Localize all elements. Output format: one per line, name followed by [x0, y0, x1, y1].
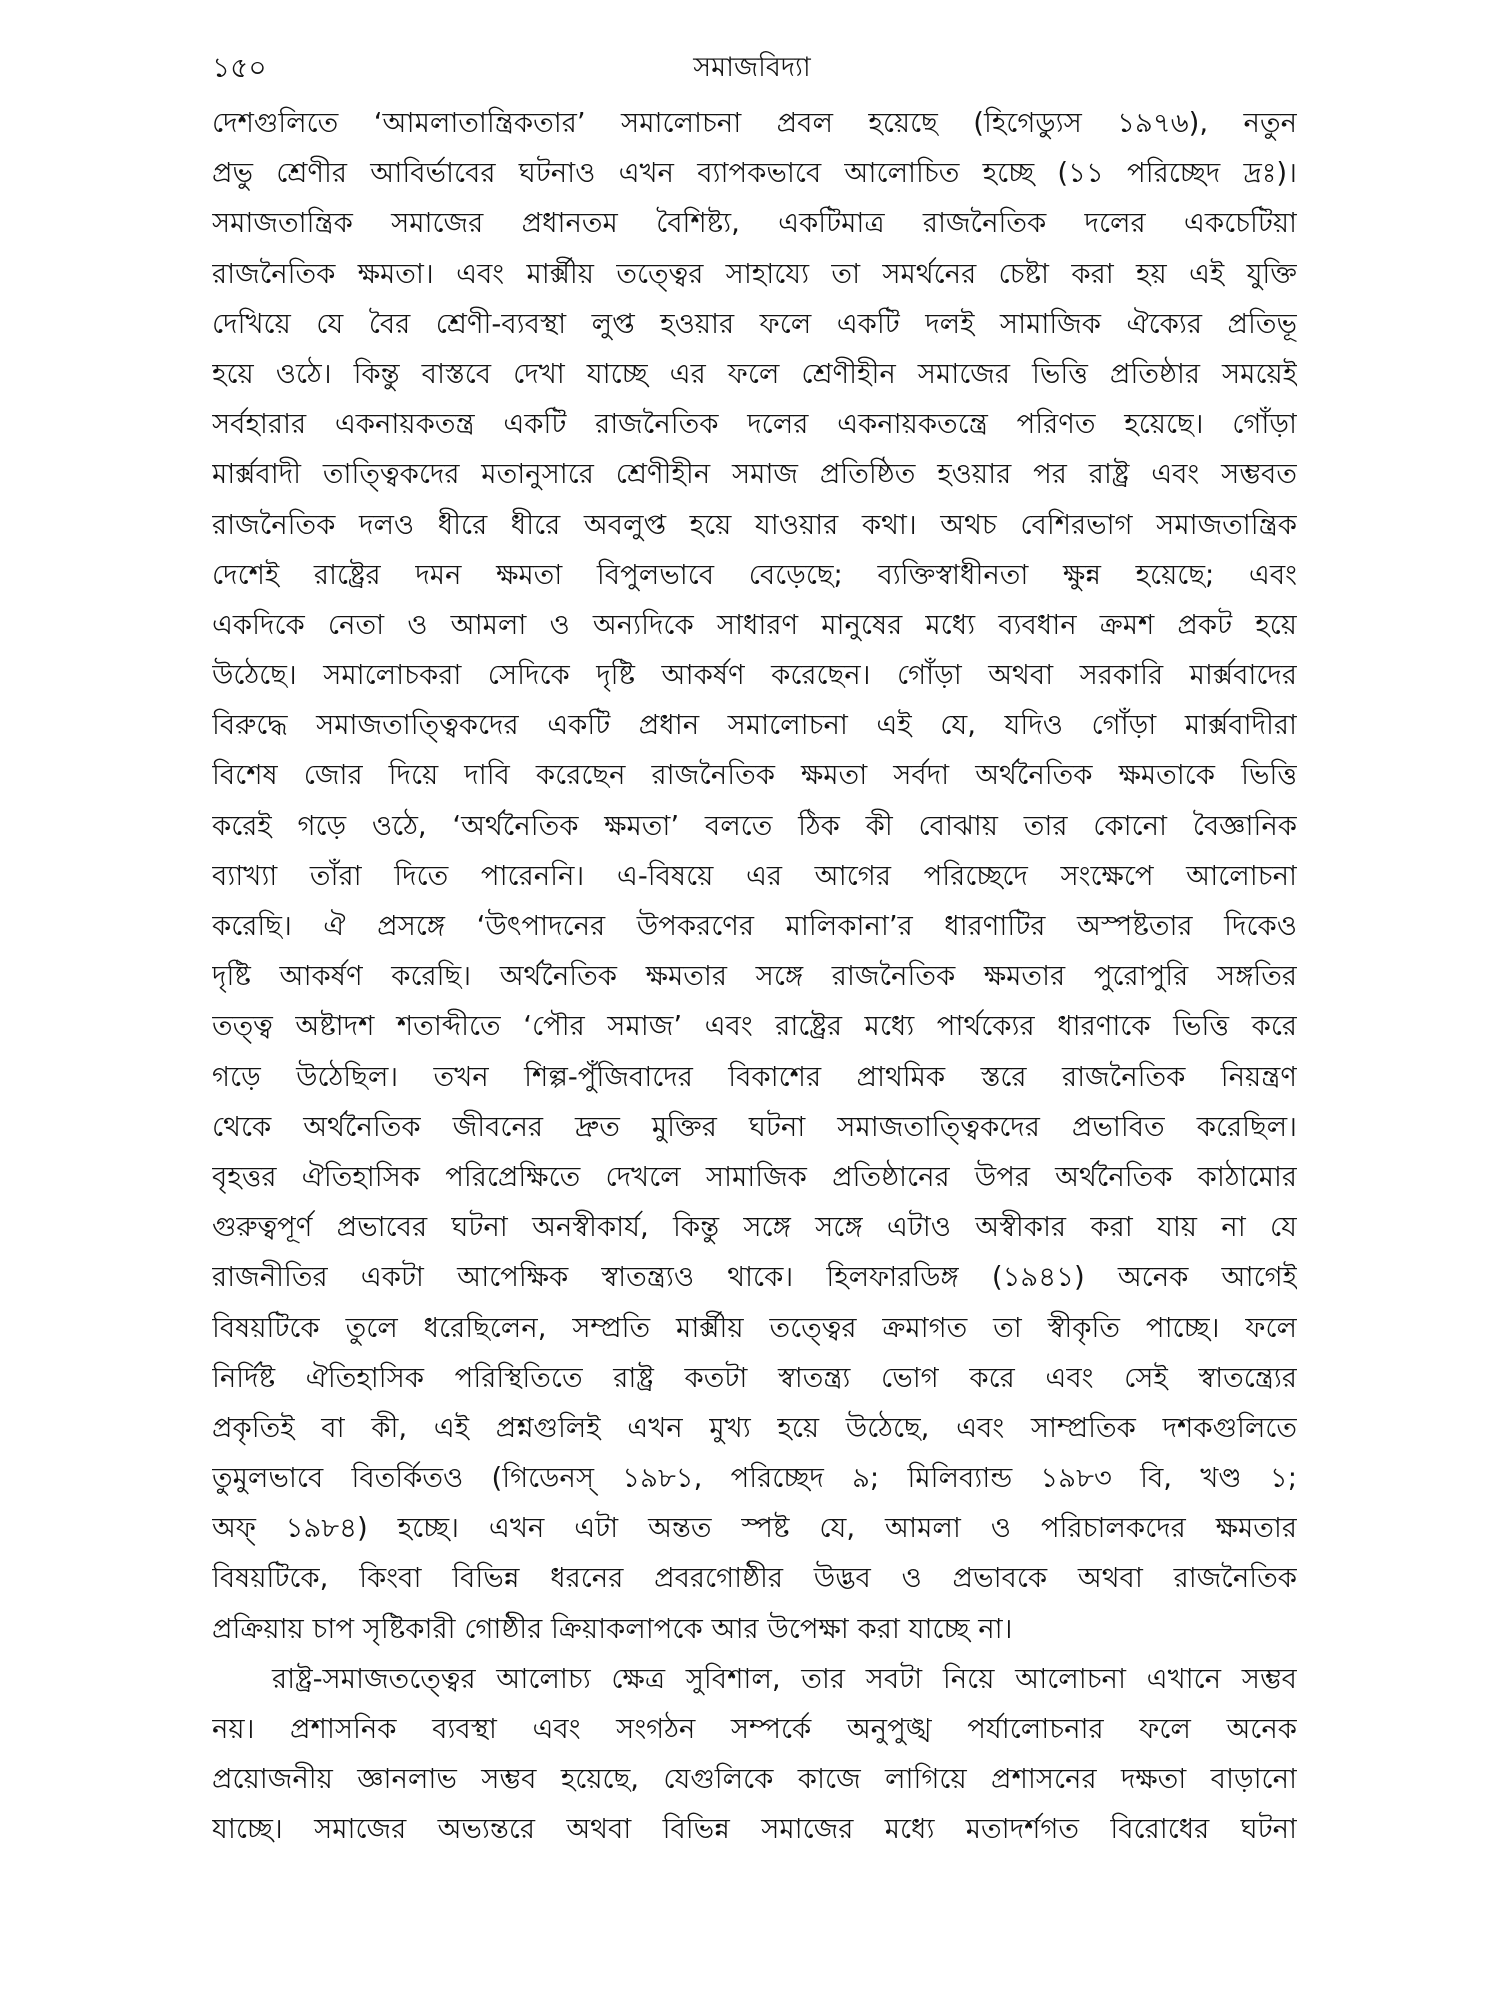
text-line: মার্ক্সবাদী তাত্ত্বিকদের মতানুসারে শ্রেণীহীন সমাজ প্রতিষ্ঠিত হওয়ার পর রাষ্ট্র এবং সম্ভবত — [212, 458, 1297, 491]
page-header — [212, 42, 1292, 94]
text-line: গড়ে উঠেছিল। তখন শিল্প-পুঁজিবাদের বিকাশের প্রাথমিক স্তরে রাজনৈতিক নিয়ন্ত্রণ — [212, 1060, 1297, 1093]
page-number: ১৫০ — [212, 51, 267, 84]
text-line: রাষ্ট্র-সমাজতত্ত্বের আলোচ্য ক্ষেত্র সুবিশাল, তার সবটা নিয়ে আলোচনা এখানে সম্ভব — [272, 1662, 1297, 1695]
text-line: তত্ত্ব অষ্টাদশ শতাব্দীতে ‘পৌর সমাজ’ এবং রাষ্ট্রের মধ্যে পার্থক্যের ধারণাকে ভিত্তি করে — [212, 1010, 1297, 1043]
text-line: বিষয়টিকে, কিংবা বিভিন্ন ধরনের প্রবরগোষ্ঠীর উদ্ভব ও প্রভাবকে অথবা রাজনৈতিক — [212, 1562, 1297, 1595]
text-line: বিশেষ জোর দিয়ে দাবি করেছেন রাজনৈতিক ক্ষমতা সর্বদা অর্থনৈতিক ক্ষমতাকে ভিত্তি — [212, 759, 1297, 792]
text-line: প্রয়োজনীয় জ্ঞানলাভ সম্ভব হয়েছে, যেগুলিকে কাজে লাগিয়ে প্রশাসনের দক্ষতা বাড়ানো — [212, 1763, 1297, 1796]
text-line: বিষয়টিকে তুলে ধরেছিলেন, সম্প্রতি মার্ক্সীয় তত্ত্বের ক্রমাগত তা স্বীকৃতি পাচ্ছে। ফলে — [212, 1311, 1297, 1344]
text-line: একদিকে নেতা ও আমলা ও অন্যদিকে সাধারণ মানুষের মধ্যে ব্যবধান ক্রমশ প্রকট হয়ে — [212, 608, 1297, 641]
text-line: প্রভু শ্রেণীর আবির্ভাবের ঘটনাও এখন ব্যাপকভাবে আলোচিত হচ্ছে (১১ পরিচ্ছেদ দ্রঃ)। — [212, 157, 1297, 190]
running-title: সমাজবিদ্যা — [693, 52, 811, 83]
body-text — [212, 98, 1297, 1855]
text-line: দেশেই রাষ্ট্রের দমন ক্ষমতা বিপুলভাবে বেড়েছে; ব্যক্তিস্বাধীনতা ক্ষুন্ন হয়েছে; এবং — [212, 558, 1297, 591]
text-line: তুমুলভাবে বিতর্কিতও (গিডেনস্ ১৯৮১, পরিচ্ছেদ ৯; মিলিব্যান্ড ১৯৮৩ বি, খণ্ড ১; — [212, 1462, 1297, 1495]
text-line: রাজনৈতিক ক্ষমতা। এবং মার্ক্সীয় তত্ত্বের সাহায্যে তা সমর্থনের চেষ্টা করা হয় এই যুক্তি — [212, 257, 1297, 290]
text-line: থেকে অর্থনৈতিক জীবনের দ্রুত মুক্তির ঘটনা সমাজতাত্ত্বিকদের প্রভাবিত করেছিল। — [212, 1110, 1297, 1143]
text-line: দৃষ্টি আকর্ষণ করেছি। অর্থনৈতিক ক্ষমতার সঙ্গে রাজনৈতিক ক্ষমতার পুরোপুরি সঙ্গতির — [212, 960, 1297, 993]
text-line: রাজনৈতিক দলও ধীরে ধীরে অবলুপ্ত হয়ে যাওয়ার কথা। অথচ বেশিরভাগ সমাজতান্ত্রিক — [212, 508, 1297, 541]
text-line: করেই গড়ে ওঠে, ‘অর্থনৈতিক ক্ষমতা’ বলতে ঠিক কী বোঝায় তার কোনো বৈজ্ঞানিক — [212, 809, 1297, 842]
text-line: প্রক্রিয়ায় চাপ সৃষ্টিকারী গোষ্ঠীর ক্রিয়াকলাপকে আর উপেক্ষা করা যাচ্ছে না। — [212, 1612, 1013, 1645]
text-line: রাজনীতির একটা আপেক্ষিক স্বাতন্ত্র্যও থাকে। হিলফারডিঙ্গ (১৯৪১) অনেক আগেই — [212, 1261, 1297, 1294]
text-line: করেছি। ঐ প্রসঙ্গে ‘উৎপাদনের উপকরণের মালিকানা’র ধারণাটির অস্পষ্টতার দিকেও — [212, 910, 1297, 942]
text-line: গুরুত্বপূর্ণ প্রভাবের ঘটনা অনস্বীকার্য, কিন্তু সঙ্গে সঙ্গে এটাও অস্বীকার করা যায় না যে — [212, 1211, 1297, 1244]
text-line: নয়। প্রশাসনিক ব্যবস্থা এবং সংগঠন সম্পর্কে অনুপুঙ্খ পর্যালোচনার ফলে অনেক — [212, 1713, 1297, 1745]
text-line: সর্বহারার একনায়কতন্ত্র একটি রাজনৈতিক দলের একনায়কতন্ত্রে পরিণত হয়েছে। গোঁড়া — [212, 408, 1297, 441]
text-line: দেখিয়ে যে বৈর শ্রেণী-ব্যবস্থা লুপ্ত হওয়ার ফলে একটি দলই সামাজিক ঐক্যের প্রতিভূ — [212, 307, 1297, 340]
text-line: অফ্ ১৯৮৪) হচ্ছে। এখন এটা অন্তত স্পষ্ট যে, আমলা ও পরিচালকদের ক্ষমতার — [212, 1512, 1297, 1545]
text-line: বিরুদ্ধে সমাজতাত্ত্বিকদের একটি প্রধান সমালোচনা এই যে, যদিও গোঁড়া মার্ক্সবাদীরা — [212, 709, 1297, 742]
text-line: সমাজতান্ত্রিক সমাজের প্রধানতম বৈশিষ্ট্য, একটিমাত্র রাজনৈতিক দলের একচেটিয়া — [212, 207, 1297, 240]
text-line: হয়ে ওঠে। কিন্তু বাস্তবে দেখা যাচ্ছে এর ফলে শ্রেণীহীন সমাজের ভিত্তি প্রতিষ্ঠার সময়েই — [212, 357, 1297, 390]
text-line: উঠেছে। সমালোচকরা সেদিকে দৃষ্টি আকর্ষণ করেছেন। গোঁড়া অথবা সরকারি মার্ক্সবাদের — [212, 659, 1297, 692]
text-line: দেশগুলিতে ‘আমলাতান্ত্রিকতার’ সমালোচনা প্রবল হয়েছে (হিগেড্যুস ১৯৭৬), নতুন — [212, 107, 1297, 139]
text-line: বৃহত্তর ঐতিহাসিক পরিপ্রেক্ষিতে দেখলে সামাজিক প্রতিষ্ঠানের উপর অর্থনৈতিক কাঠামোর — [212, 1160, 1297, 1193]
text-line: ব্যাখ্যা তাঁরা দিতে পারেননি। এ-বিষয়ে এর আগের পরিচ্ছেদে সংক্ষেপে আলোচনা — [212, 859, 1297, 892]
text-line: প্রকৃতিই বা কী, এই প্রশ্নগুলিই এখন মুখ্য হয়ে উঠেছে, এবং সাম্প্রতিক দশকগুলিতে — [212, 1411, 1297, 1444]
text-line: নির্দিষ্ট ঐতিহাসিক পরিস্থিতিতে রাষ্ট্র কতটা স্বাতন্ত্র্য ভোগ করে এবং সেই স্বাতন্ত্র্যের — [212, 1361, 1297, 1394]
text-line: যাচ্ছে। সমাজের অভ্যন্তরে অথবা বিভিন্ন সমাজের মধ্যে মতাদর্শগত বিরোধের ঘটনা — [212, 1813, 1297, 1846]
